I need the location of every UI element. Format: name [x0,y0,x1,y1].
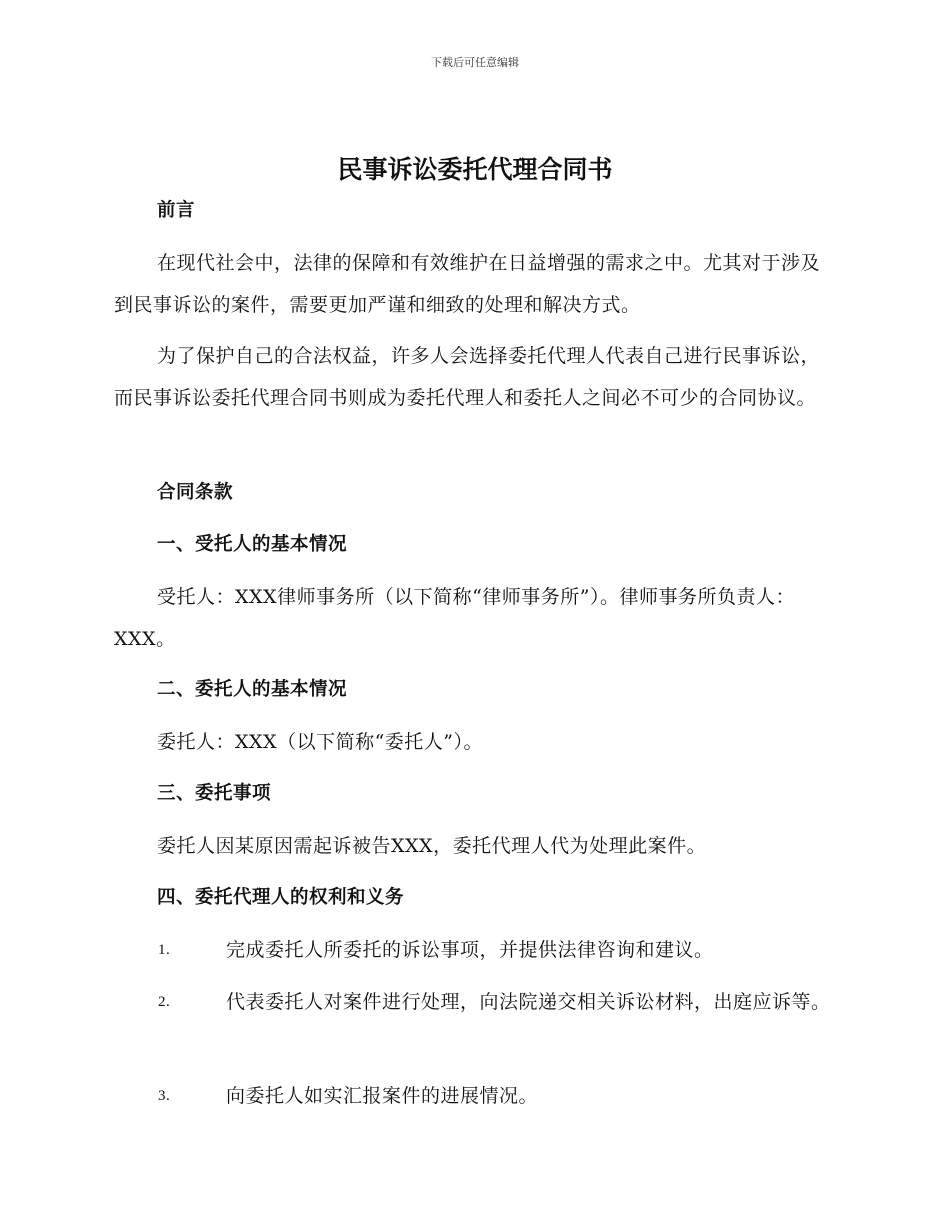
list-item [114,929,834,971]
section-1-text: 受托人：XXX律师事务所（以下简称“律师事务所”）。律师事务所负责人：XXX。 [114,586,796,650]
preface-paragraph-1: 在现代社会中，法律的保障和有效维护在日益增强的需求之中。尤其对于涉及到民事诉讼的案件，需要更加严谨和细致的处理和解决方式。 [114,252,821,316]
page-title: 民事诉讼委托代理合同书 [337,155,613,184]
section-2-text: 委托人：XXX（以下简称“委托人”）。 [157,731,484,753]
list-item-number: 1. [158,942,171,958]
section-3-heading: 三、委托事项 [157,783,272,804]
header-note: 下载后可任意编辑 [431,56,519,69]
section-3-text: 委托人因某原因需起诉被告XXX，委托代理人代为处理此案件。 [157,835,707,857]
section-4-heading: 四、委托代理人的权利和义务 [157,887,405,908]
list-item [114,981,834,1023]
preface-heading: 前言 [157,200,196,221]
list-item [114,1075,834,1117]
list-item-number: 3. [158,1088,171,1104]
list-item-text: 完成委托人所委托的诉讼事项，并提供法律咨询和建议。 [226,939,714,961]
section-1-heading: 一、受托人的基本情况 [157,534,348,555]
terms-heading: 合同条款 [157,482,234,503]
list-item-text: 代表委托人对案件进行处理，向法院递交相关诉讼材料，出庭应诉等。 [226,991,831,1013]
list-item-number: 2. [158,994,171,1010]
list-item-text: 向委托人如实汇报案件的进展情况。 [226,1085,539,1107]
preface-paragraph-2: 为了保护自己的合法权益，许多人会选择委托代理人代表自己进行民事诉讼，而民事诉讼委托代理合同书则成为委托代理人和委托人之间必不可少的合同协议。 [114,345,821,409]
section-2-heading: 二、委托人的基本情况 [157,679,348,700]
